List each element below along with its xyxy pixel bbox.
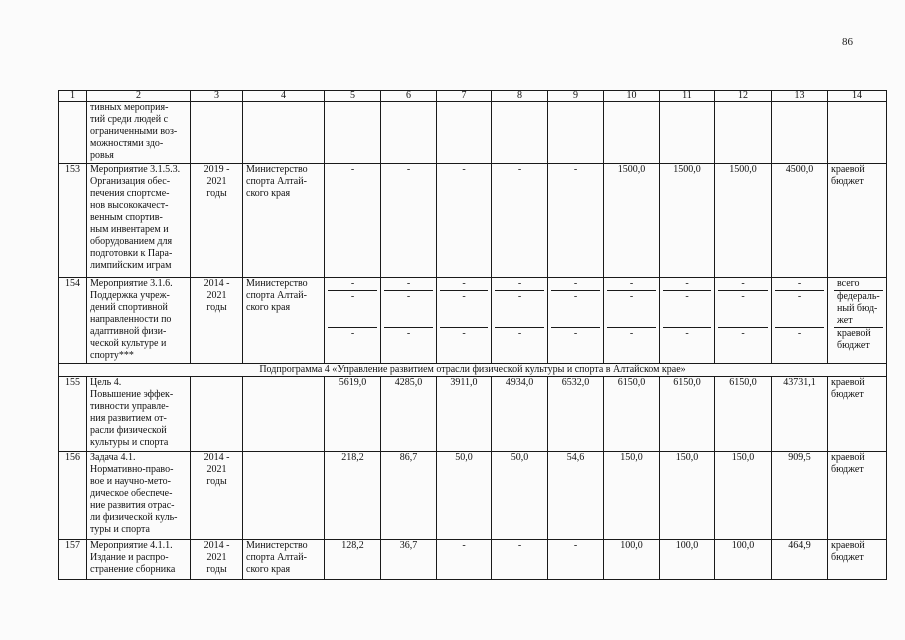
value-cell: 5619,0: [325, 377, 381, 452]
years-cell: 2019 - 2021 годы: [191, 164, 243, 278]
program-table: [58, 90, 887, 580]
value-stack: [492, 278, 548, 364]
value-total: -: [384, 278, 433, 291]
value-cell: -: [492, 164, 548, 278]
executor-cell: [243, 377, 325, 452]
value-cell: [772, 102, 828, 164]
activity-name: Задача 4.1. Нормативно-право- вое и научно-мето- дическое обеспече- ние развития отрас- ли физической куль- туры и спорта: [87, 452, 191, 540]
value-total: -: [718, 278, 768, 291]
value-regional: -: [517, 328, 522, 339]
value-stack: [325, 278, 381, 364]
value-cell: 1500,0: [604, 164, 660, 278]
column-header: 11: [660, 91, 715, 102]
executor-cell: [243, 452, 325, 540]
value-cell: 128,2: [325, 540, 381, 580]
value-cell: -: [437, 164, 492, 278]
activity-name: Мероприятие 4.1.1. Издание и распро- странение сборника: [87, 540, 191, 580]
row-number: 157: [59, 540, 87, 580]
column-header: 5: [325, 91, 381, 102]
source-cell: краевой бюджет: [828, 540, 887, 580]
value-cell: -: [548, 164, 604, 278]
column-header: 4: [243, 91, 325, 102]
value-cell: 4285,0: [381, 377, 437, 452]
value-cell: [548, 102, 604, 164]
value-cell: [492, 102, 548, 164]
value-cell: 50,0: [492, 452, 548, 540]
activity-name: Мероприятие 3.1.5.3. Организация обес- печения спортсме- нов высококачест- венным спортив- ным инвентарем и оборудованием для подготовки к Пара- лимпийским играм: [87, 164, 191, 278]
value-stack: [437, 278, 492, 364]
value-cell: 464,9: [772, 540, 828, 580]
value-total: -: [328, 278, 377, 291]
years-cell: 2014 - 2021 годы: [191, 540, 243, 580]
value-federal: -: [440, 291, 488, 328]
years-cell: [191, 102, 243, 164]
column-numbers-row: [59, 91, 887, 102]
value-cell: -: [437, 540, 492, 580]
value-stack: [604, 278, 660, 364]
value-cell: 150,0: [715, 452, 772, 540]
value-cell: 6150,0: [660, 377, 715, 452]
value-cell: -: [325, 164, 381, 278]
table-row: [59, 164, 887, 278]
activity-name: Цель 4. Повышение эффек- тивности управле- ния развитием от- расли физической культуры и спорта: [87, 377, 191, 452]
source-total: всего: [834, 278, 883, 291]
executor-cell: Министерство спорта Алтай- ского края: [243, 540, 325, 580]
value-cell: [325, 102, 381, 164]
value-cell: [604, 102, 660, 164]
table-row: [59, 540, 887, 580]
row-number: 156: [59, 452, 87, 540]
value-cell: 6150,0: [715, 377, 772, 452]
column-header: 10: [604, 91, 660, 102]
subprogram-row: [59, 364, 887, 377]
value-cell: 150,0: [660, 452, 715, 540]
column-header: 3: [191, 91, 243, 102]
source-stack: [828, 278, 887, 364]
subprogram-title: Подпрограмма 4 «Управление развитием отрасли физической культуры и спорта в Алтайском крае»: [59, 364, 887, 377]
page-number: 86: [842, 36, 853, 48]
value-regional: -: [462, 328, 466, 339]
value-total: -: [495, 278, 544, 291]
activity-name: Мероприятие 3.1.6. Поддержка учреж- дений спортивной направленности по адаптивной физи- ческой культуре и спорту***: [87, 278, 191, 364]
value-total: -: [607, 278, 656, 291]
value-federal: -: [495, 291, 544, 328]
source-federal: федераль- ный бюд- жет: [834, 291, 883, 328]
source-cell: [828, 102, 887, 164]
years-cell: 2014 - 2021 годы: [191, 452, 243, 540]
value-federal: -: [551, 291, 600, 328]
column-header: 13: [772, 91, 828, 102]
table-row: [59, 278, 887, 364]
value-stack: [381, 278, 437, 364]
value-cell: 100,0: [604, 540, 660, 580]
value-cell: 909,5: [772, 452, 828, 540]
value-federal: -: [384, 291, 433, 328]
value-cell: 1500,0: [715, 164, 772, 278]
column-header: 6: [381, 91, 437, 102]
value-total: -: [551, 278, 600, 291]
value-cell: [381, 102, 437, 164]
value-stack: [548, 278, 604, 364]
column-header: 14: [828, 91, 887, 102]
value-cell: 50,0: [437, 452, 492, 540]
value-cell: [660, 102, 715, 164]
value-regional: -: [573, 328, 578, 339]
value-stack: [715, 278, 772, 364]
column-header: 7: [437, 91, 492, 102]
value-federal: -: [607, 291, 656, 328]
value-regional: -: [797, 328, 802, 339]
value-federal: -: [775, 291, 824, 328]
executor-cell: Министерство спорта Алтай- ского края: [243, 278, 325, 364]
value-regional: -: [350, 328, 355, 339]
source-cell: краевой бюджет: [828, 377, 887, 452]
row-number: 155: [59, 377, 87, 452]
value-cell: 6532,0: [548, 377, 604, 452]
source-cell: краевой бюджет: [828, 452, 887, 540]
column-header: 12: [715, 91, 772, 102]
value-federal: -: [663, 291, 711, 328]
value-federal: -: [718, 291, 768, 328]
value-cell: 6150,0: [604, 377, 660, 452]
years-cell: 2014 - 2021 годы: [191, 278, 243, 364]
value-cell: 150,0: [604, 452, 660, 540]
executor-cell: [243, 102, 325, 164]
value-cell: 54,6: [548, 452, 604, 540]
source-regional: краевой бюджет: [837, 328, 871, 351]
value-cell: -: [492, 540, 548, 580]
table-row: [59, 102, 887, 164]
source-cell: краевой бюджет: [828, 164, 887, 278]
value-total: -: [775, 278, 824, 291]
value-federal: -: [328, 291, 377, 328]
value-cell: 43731,1: [772, 377, 828, 452]
column-header: 9: [548, 91, 604, 102]
value-regional: -: [741, 328, 745, 339]
activity-name: тивных мероприя- тий среди людей с ограниченными воз- можностями здо- ровья: [87, 102, 191, 164]
value-cell: 36,7: [381, 540, 437, 580]
value-regional: -: [406, 328, 411, 339]
table-row: [59, 377, 887, 452]
value-cell: 100,0: [715, 540, 772, 580]
column-header: 2: [87, 91, 191, 102]
value-total: -: [663, 278, 711, 291]
executor-cell: Министерство спорта Алтай- ского края: [243, 164, 325, 278]
years-cell: [191, 377, 243, 452]
value-regional: -: [685, 328, 689, 339]
value-cell: 4934,0: [492, 377, 548, 452]
column-header: 1: [59, 91, 87, 102]
row-number: [59, 102, 87, 164]
table-row: [59, 452, 887, 540]
value-cell: 218,2: [325, 452, 381, 540]
value-cell: 4500,0: [772, 164, 828, 278]
row-number: 153: [59, 164, 87, 278]
value-cell: 3911,0: [437, 377, 492, 452]
value-cell: -: [381, 164, 437, 278]
value-cell: 100,0: [660, 540, 715, 580]
value-stack: [660, 278, 715, 364]
row-number: 154: [59, 278, 87, 364]
value-regional: -: [629, 328, 634, 339]
value-cell: [715, 102, 772, 164]
value-total: -: [440, 278, 488, 291]
value-stack: [772, 278, 828, 364]
value-cell: [437, 102, 492, 164]
value-cell: -: [548, 540, 604, 580]
column-header: 8: [492, 91, 548, 102]
value-cell: 1500,0: [660, 164, 715, 278]
value-cell: 86,7: [381, 452, 437, 540]
